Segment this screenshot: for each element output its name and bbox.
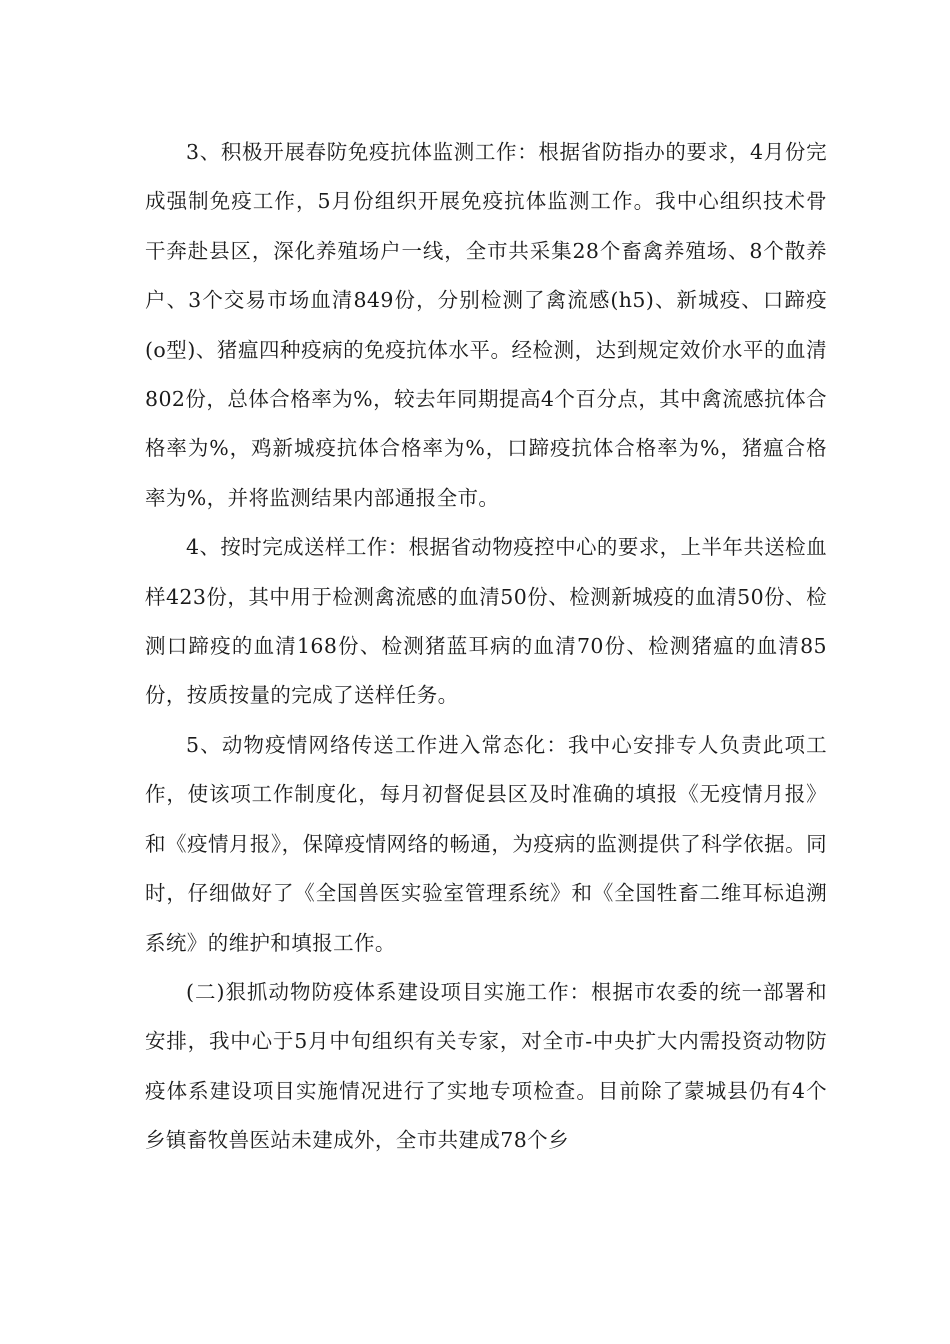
paragraph-prevention-system: (二)狠抓动物防疫体系建设项目实施工作：根据市农委的统一部署和安排，我中心于5月中旬组织有关专家，对全市-中央扩大内需投资动物防疫体系建设项目实施情况进行了实地专项检查。目前除了蒙城县仍有4个乡镇畜牧兽医站未建成外，全市共建成78个乡 xyxy=(145,979,827,1153)
paragraph-epidemic-network: 5、动物疫情网络传送工作进入常态化：我中心安排专人负责此项工作，使该项工作制度化，每月初督促县区及时准确的填报《无疫情月报》和《疫情月报》，保障疫情网络的畅通，为疫病的监测提供了科学依据。同时，仔细做好了《全国兽医实验室管理系统》和《全国牲畜二维耳标追溯系统》的维护和填报工作。 xyxy=(145,732,827,955)
paragraph-sample-submission: 4、按时完成送样工作：根据省动物疫控中心的要求，上半年共送检血样423份，其中用于检测禽流感的血清50份、检测新城疫的血清50份、检测口蹄疫的血清168份、检测猪蓝耳病的血清70份、检测猪瘟的血清85份，按质按量的完成了送样任务。 xyxy=(145,535,827,708)
paragraph-antibody-monitoring: 3、积极开展春防免疫抗体监测工作：根据省防指办的要求，4月份完成强制免疫工作，5月份组织开展免疫抗体监测工作。我中心组织技术骨干奔赴县区，深化养殖场户一线，全市共采集28个畜禽养殖场、8个散养户、3个交易市场血清849份，分别检测了禽流感(h5)、新城疫、口蹄疫(o型)、猪瘟四种疫病的免疫抗体水平。经检测，达到规定效价水平的血清802份，总体合格率为%，较去年同期提高4个百分点，其中禽流感抗体合格率为%，鸡新城疫抗体合格率为%，口蹄疫抗体合格率为%，猪瘟合格率为%，并将监测结果内部通报全市。 xyxy=(145,140,827,510)
document-body xyxy=(145,128,827,1166)
